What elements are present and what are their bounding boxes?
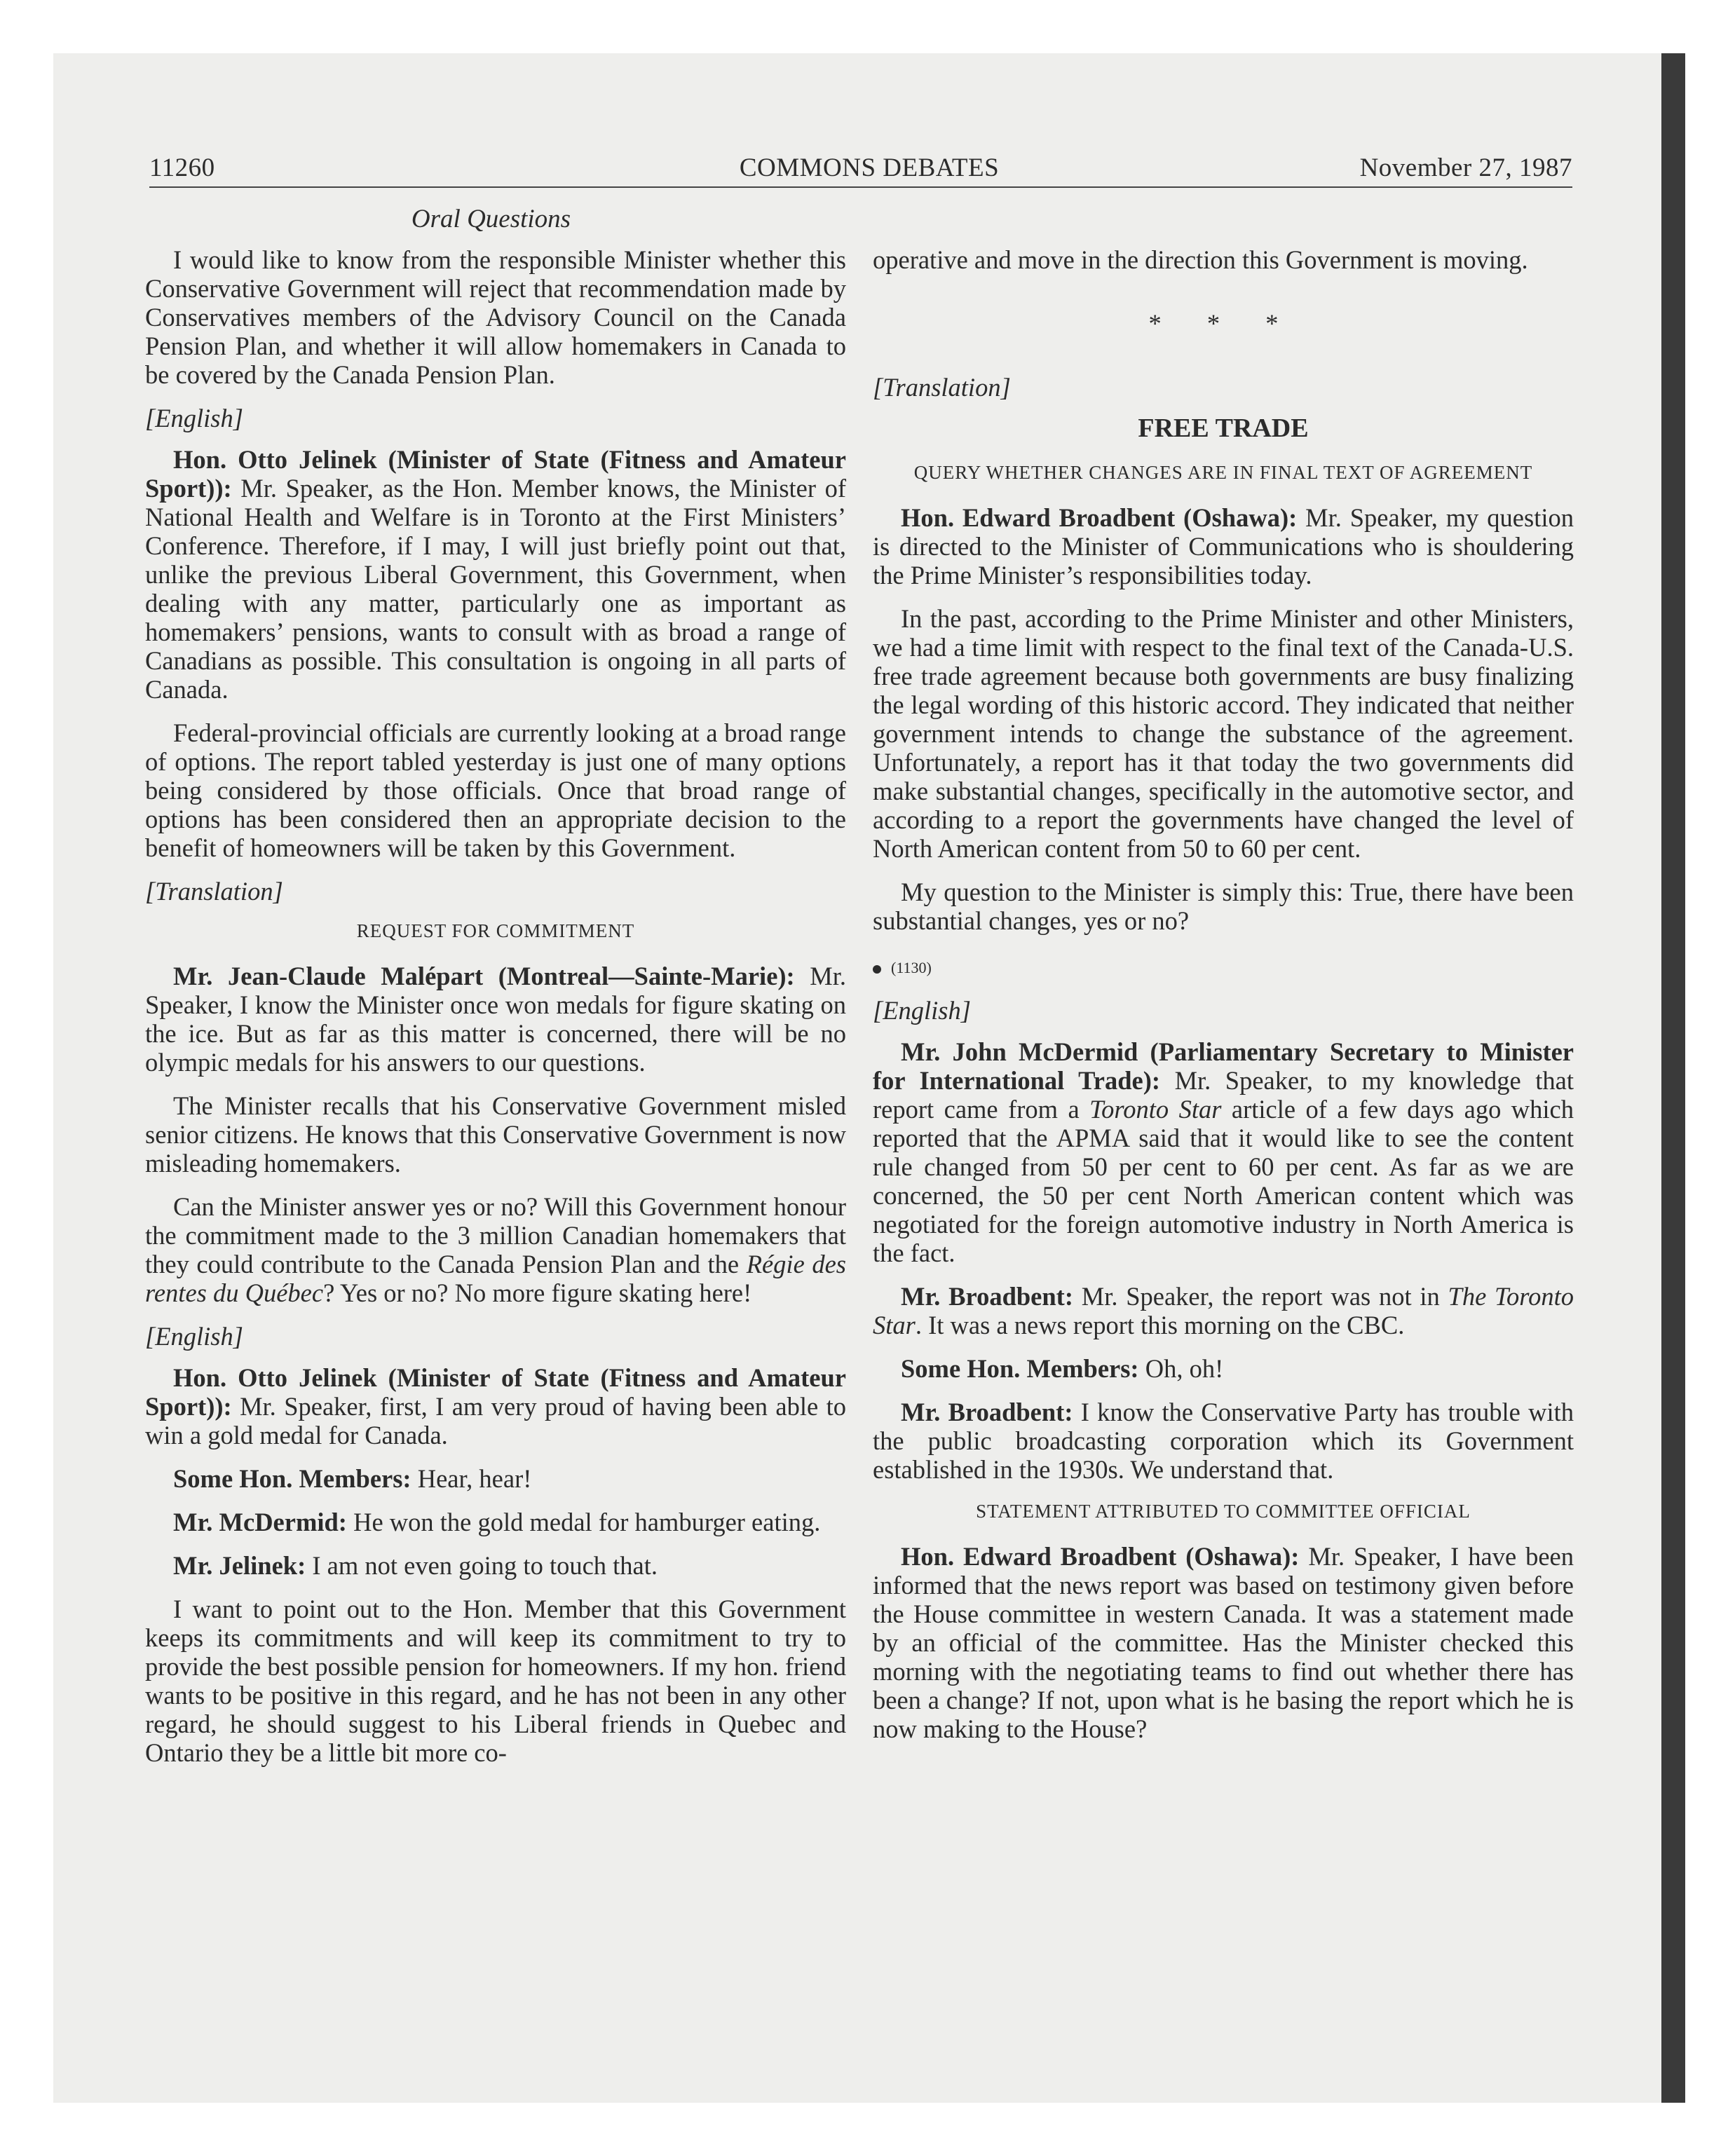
text-run: article of a few days ago which reported that the APMA said that it would like to see the content rule changed from 50 per cent to 60 per cent. As far as we are concerned, the 50 per cent North American content which was negotiated for the foreign automotive industry in North America is the fact. — [873, 1095, 1574, 1267]
subheading: STATEMENT ATTRIBUTED TO COMMITTEE OFFICIAL — [976, 1501, 1471, 1522]
page-number: 11260 — [149, 153, 215, 182]
right-column — [873, 245, 1574, 1758]
speech-text: Mr. Speaker, I know the Minister once won medals for figure skating on the ice. But as far as this matter is concerned, there will be no olympic medals for his answers to our questions. — [145, 962, 846, 1077]
speech-text: I am not even going to touch that. — [306, 1551, 658, 1580]
subheading: REQUEST FOR COMMITMENT — [356, 920, 635, 941]
text-run: ? Yes or no? No more figure skating here! — [323, 1278, 752, 1307]
bullet-icon — [873, 965, 881, 974]
speech — [145, 962, 846, 1077]
speech-text: I know the Conservative Party has trouble with the public broadcasting corporation which its Government established in the 1930s. We understand that. — [873, 1398, 1574, 1484]
text-run: Mr. Speaker, to my knowledge that report came from a — [873, 1066, 1574, 1124]
speaker-name: Hon. Edward Broadbent (Oshawa): — [901, 503, 1298, 532]
language-marker: [English] — [145, 404, 243, 432]
speech — [145, 1508, 846, 1536]
speech — [145, 1464, 846, 1493]
speaker-name: Mr. Broadbent: — [901, 1282, 1073, 1311]
speech — [873, 1037, 1574, 1267]
paragraph: The Minister recalls that his Conservative Government misled senior citizens. He knows that this Conservative Government is now misleading homemakers. — [145, 1091, 846, 1178]
speaker-name: Mr. Broadbent: — [901, 1398, 1073, 1426]
speech-text: Mr. Speaker, first, I am very proud of having been able to win a gold medal for Canada. — [145, 1392, 846, 1449]
text-run: Mr. Speaker, the report was not in — [1073, 1282, 1448, 1311]
paragraph: operative and move in the direction this Government is moving. — [873, 245, 1528, 274]
speech-text: Hear, hear! — [411, 1464, 532, 1493]
section-break: * * * — [1148, 309, 1298, 338]
debate-title: FREE TRADE — [1138, 414, 1309, 443]
speech-text: Mr. Speaker, as the Hon. Member knows, the Minister of National Health and Welfare is in Toronto at the First Ministers’ Conference. Therefore, if I may, I will just briefly point out that, unlike the previous Liberal Government, this Government, when dealing with any matter, particularly one as important as homemakers’ pensions, wants to consult with as broad a range of Canadians as possible. This consultation is ongoing in all parts of Canada. — [145, 474, 846, 704]
paragraph: Federal-provincial officials are currently looking at a broad range of options. The report tabled yesterday is just one of many options being considered by those officials. Once that broad range of options has been considered then an appropriate decision to the benefit of homeowners will be taken by this Government. — [145, 718, 846, 862]
speaker-name: Some Hon. Members: — [173, 1464, 411, 1493]
speech-text: Oh, oh! — [1138, 1354, 1224, 1383]
speech — [873, 1542, 1574, 1743]
left-column — [145, 245, 846, 1782]
time-marker — [873, 953, 1574, 982]
language-marker: [Translation] — [145, 877, 283, 906]
speech — [145, 1551, 846, 1580]
section-label: Oral Questions — [411, 205, 571, 233]
header-rule — [149, 186, 1572, 188]
text-run: . It was a news report this morning on the CBC. — [915, 1311, 1405, 1339]
scan-edge-shadow — [1661, 53, 1685, 2103]
speaker-name: Mr. McDermid: — [173, 1508, 347, 1536]
speech — [873, 1354, 1574, 1383]
paragraph: In the past, according to the Prime Minister and other Ministers, we had a time limit with respect to the final text of the Canada-U.S. free trade agreement because both governments are busy finalizing the legal wording of this historic accord. They indicated that neither government intends to change the substance of the agreement. Unfortunately, a report has it that today the two governments did make substantial changes, specifically in the automotive sector, and according to a report the governments have changed the level of North American content from 50 to 60 per cent. — [873, 604, 1574, 863]
italic-run: Toronto Star — [1089, 1095, 1222, 1124]
italic-run: Régie des rentes du Québec — [145, 1250, 846, 1307]
speech — [145, 445, 846, 704]
text-run: Can the Minister answer yes or no? Will this Government honour the commitment made to the 3 million Canadian homemakers that they could contribute to the Canada Pension Plan and the — [145, 1192, 846, 1278]
language-marker: [English] — [145, 1322, 243, 1351]
paragraph — [145, 1192, 846, 1307]
speaker-name: Some Hon. Members: — [901, 1354, 1139, 1383]
speech-text: Mr. Speaker, my question is directed to the Minister of Communications who is shouldering the Prime Minister’s responsibilities today. — [873, 503, 1574, 589]
publication-date: November 27, 1987 — [1359, 153, 1572, 182]
paragraph: My question to the Minister is simply this: True, there have been substantial changes, yes or no? — [873, 878, 1574, 935]
speaker-name: Mr. John McDermid (Parliamentary Secretary to Minister for International Trade): — [873, 1037, 1574, 1095]
language-marker: [English] — [873, 996, 971, 1025]
speaker-name: Mr. Jelinek: — [173, 1551, 306, 1580]
speaker-name: Hon. Otto Jelinek (Minister of State (Fitness and Amateur Sport)): — [145, 1363, 846, 1421]
subheading: QUERY WHETHER CHANGES ARE IN FINAL TEXT OF AGREEMENT — [913, 462, 1533, 483]
speech-text: Mr. Speaker, I have been informed that the news report was based on testimony given before the House committee in western Canada. It was a statement made by an official of the committee. Has the Minister checked this morning with the negotiating teams to find out whether there has been a change? If not, upon what is he basing the report which he is now making to the House? — [873, 1542, 1574, 1743]
language-marker: [Translation] — [873, 373, 1011, 402]
speech — [145, 1363, 846, 1449]
speaker-name: Hon. Otto Jelinek (Minister of State (Fitness and Amateur Sport)): — [145, 445, 846, 503]
time-text: (1130) — [891, 959, 932, 976]
speech-text: He won the gold medal for hamburger eating. — [346, 1508, 821, 1536]
speech — [873, 503, 1574, 589]
speaker-name: Hon. Edward Broadbent (Oshawa): — [901, 1542, 1300, 1571]
speech — [873, 1282, 1574, 1339]
italic-run: The Toronto Star — [873, 1282, 1574, 1339]
paragraph: I want to point out to the Hon. Member that this Government keeps its commitments and will keep its commitment to try to provide the best possible pension for homeowners. If my hon. friend wants to be positive in this regard, and he has not been in any other regard, he should suggest to his Liberal friends in Quebec and Ontario they be a little bit more co- — [145, 1595, 846, 1767]
speech — [873, 1398, 1574, 1484]
publication-title: COMMONS DEBATES — [739, 153, 1000, 182]
speaker-name: Mr. Jean-Claude Malépart (Montreal—Sainte-Marie): — [173, 962, 795, 990]
paragraph: I would like to know from the responsible Minister whether this Conservative Government will reject that recommendation made by Conservatives members of the Advisory Council on the Canada Pension Plan, and whether it will allow homemakers in Canada to be covered by the Canada Pension Plan. — [145, 245, 846, 389]
